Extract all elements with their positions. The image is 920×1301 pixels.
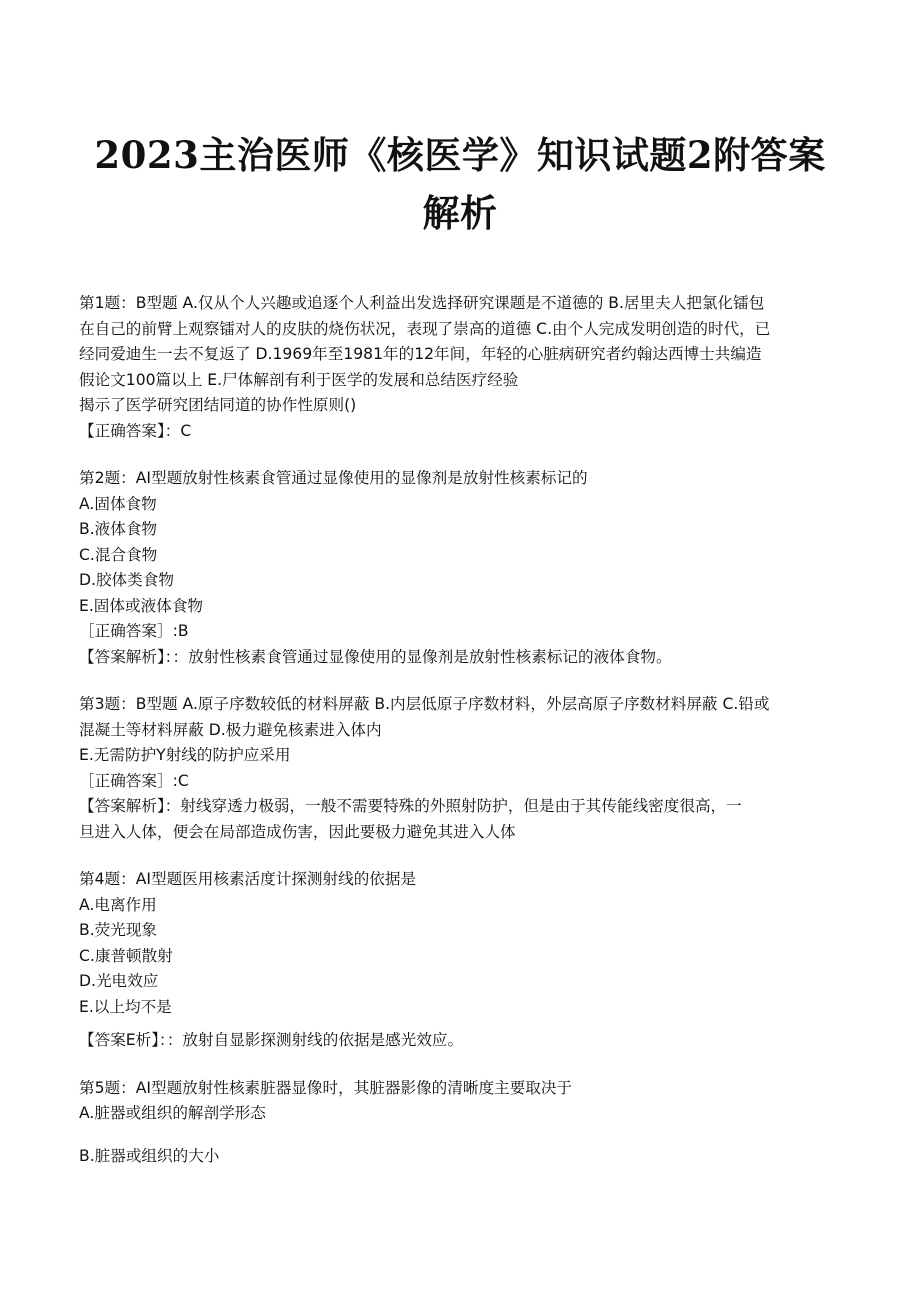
option-c: C.混合食物	[79, 545, 158, 564]
question-text-line: 第3题：B型题 A.原子序数较低的材料屏蔽 B.内层低原子序数材料，外层高原子序数材料屏蔽 C.铅或	[79, 695, 770, 713]
question-5	[79, 1076, 839, 1170]
question-text-line: E.无需防护Y射线的防护应采用	[79, 746, 291, 764]
question-list	[79, 291, 839, 1191]
question-text-line: 第5题：AI型题放射性核素脏器显像时，其脏器影像的清晰度主要取决于	[79, 1078, 573, 1097]
option-a: A.电离作用	[79, 895, 157, 914]
answer-explanation: 【答案E析】：：放射自显影探测射线的依据是感光效应。	[79, 1031, 464, 1049]
spacer	[79, 1127, 839, 1144]
page-title	[60, 126, 860, 242]
option-d: D.胶体类食物	[79, 571, 174, 589]
answer-explanation-line: 【答案解析】：射线穿透力极弱，一般不需要特殊的外照射防护，但是由于其传能线密度很高，一	[79, 797, 742, 815]
option-e: E.固体或液体食物	[79, 596, 203, 615]
question-1	[79, 291, 839, 444]
title-line-2: 解析	[422, 191, 498, 235]
question-text-line: 在自己的前臂上观察镭对人的皮肤的烧伤状况，表现了崇高的道德 C.由个人完成发明创造的时代，已	[79, 319, 771, 338]
option-a: A.脏器或组织的解剖学形态	[79, 1104, 266, 1122]
spacer	[79, 1020, 839, 1028]
option-b: B.液体食物	[79, 520, 158, 538]
correct-answer: 【正确答案】：C	[79, 421, 192, 440]
option-e: E.以上均不是	[79, 997, 172, 1016]
question-2	[79, 466, 839, 670]
question-text-line: 第1题：B型题 A.仅从个人兴趣或追逐个人利益出发选择研究课题是不道德的 B.居里夫人把氯化镭包	[79, 294, 765, 312]
question-text-line: 经同爱迪生一去不复返了 D.1969年至1981年的12年间，年轻的心脏病研究者约翰达西博士共编造	[79, 345, 762, 363]
option-d: D.光电效应	[79, 972, 159, 990]
question-text-line: 混凝土等材料屏蔽 D.极力避免核素进入体内	[79, 720, 382, 739]
correct-answer: ［正确答案］:B	[79, 622, 189, 640]
question-3	[79, 692, 839, 845]
option-b: B.荧光现象	[79, 921, 158, 939]
answer-explanation: 【答案解析】：：放射性核素食管通过显像使用的显像剂是放射性核素标记的液体食物。	[79, 647, 672, 666]
title-line-1: 2023主治医师《核医学》知识试题2附答案	[94, 133, 826, 177]
question-text-line: 第2题：AI型题放射性核素食管通过显像使用的显像剂是放射性核素标记的	[79, 469, 588, 487]
question-text-line: 假论文100篇以上 E.尸体解剖有利于医学的发展和总结医疗经验	[79, 370, 519, 389]
question-4	[79, 867, 839, 1054]
answer-explanation-line: 旦进入人体，便会在局部造成伤害，因此要极力避免其进入人体	[79, 822, 516, 841]
question-text-line: 第4题：AI型题医用核素活度计探测射线的依据是	[79, 870, 417, 888]
option-a: A.固体食物	[79, 494, 157, 513]
correct-answer: ［正确答案］:C	[79, 771, 189, 790]
option-c: C.康普顿散射	[79, 946, 173, 965]
question-text-line: 揭示了医学研究团结同道的协作性原则()	[79, 396, 357, 414]
option-b: B.脏器或组织的大小	[79, 1146, 220, 1165]
